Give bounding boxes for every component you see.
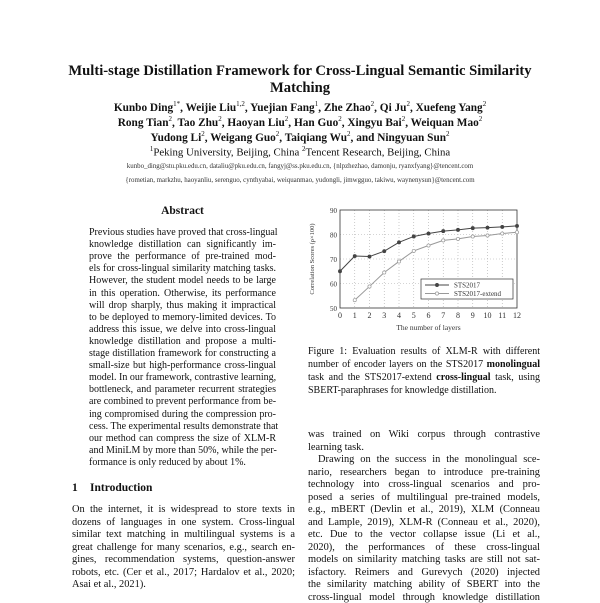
x-tick-label: 6 [426,311,431,320]
author-line: Yudong Li$^2$, Weigang Guo$^2$, Taiqiang Wu$^2$, and Ningyuan Sun$^2$ [150,130,450,144]
text-line: models on similarity matching tasks are still not sat- [308,554,540,565]
author-affiliation-sup: 2 [347,130,351,138]
affil-sup-2: 2 [302,145,306,153]
text-line: knowledge distillation and propose a multi- [89,335,276,347]
text-line: On the internet, it is widespread to store texts in [72,504,295,515]
y-tick-label: 50 [330,305,337,313]
text-line: in this operation. Otherwise, its performance [89,287,276,299]
data-point [486,226,489,229]
text-line: similar text matching in multilingual systems is a [72,529,295,540]
text-line: technology into cross-lingual scenarios and pro- [308,479,540,490]
text-line: robots, etc. (Cer et al., 2017; Hardalov et al., 2020; [72,566,295,578]
author-line: Rong Tian$^2$, Tao Zhu$^2$, Haoyan Liu$^2$, Han Guo$^2$, Xingyu Bai$^2$, Weiquan Mao$^2$ [117,115,483,129]
figure-caption-line: Figure 1: Evaluation results of XLM-R with different [308,346,540,357]
emails-line-1: kunbo_ding@stu.pku.edu.cn, dataliu@pku.edu.cn, fangyj@ss.pku.edu.cn, {nlpzhezhao, damonju, ryanxfyang}@tencent.com [126,163,474,170]
legend-marker [435,292,438,295]
emails-line-2: {rometian, markzhu, haoyanliu, serenguo, cynthyabai, weiquanmao, yudongli, jimwgguo, takiwu, waynenysun}@tencent.com [125,177,475,184]
caption-text: number of encoder layers on the STS2017 [308,359,487,370]
introduction-heading: Introduction [90,482,153,494]
caption-bold: monolingual [486,359,540,370]
data-point [427,232,430,235]
text-line: Asai et al., 2021). [72,579,146,590]
data-point [442,229,445,232]
data-point [383,271,386,274]
text-line: our method can compress the size of XLM-R [89,432,276,444]
author-name: Weigang Guo [210,131,276,144]
text-line: posed a series of multilingual pre-trained models, [308,491,540,503]
data-point [368,255,371,258]
text-line: to be deployed to memory-limited devices. To [89,311,276,323]
text-line: dozens of languages in one system. Cross-lingual [72,516,295,528]
data-point [486,234,489,237]
data-point [471,227,474,230]
text-line: model. In our framework, contrastive learning, [89,372,277,384]
data-point [456,237,459,240]
text-line: ing compromised during the compression pro- [89,408,276,420]
data-point [383,250,386,253]
author-name: Xuefeng Yang [415,101,483,114]
text-line: e.g., mBERT (Devlin et al., 2019), XLM (Conneau [308,504,540,515]
y-tick-label: 60 [330,280,337,289]
data-point [471,235,474,238]
author-name: Yudong Li [150,131,202,144]
data-point [412,249,415,252]
author-name: Taiqiang Wu [284,131,348,144]
x-tick-label: 9 [470,311,475,320]
text-line: and MiniLM by more than 50%, while the per- [89,444,277,456]
data-point [368,285,371,288]
x-tick-label: 5 [411,311,416,320]
data-point [515,231,518,234]
legend-marker [435,283,438,286]
text-line: stage distillation framework for constructing a [89,348,276,359]
author-affiliation-sup: 2 [446,130,450,138]
x-tick-label: 1 [352,311,357,320]
text-line: are combined to prevent performance from be- [89,396,277,408]
author-name: Weiquan Mao [410,116,479,129]
author-name: Kunbo Ding [113,101,174,114]
text-line: learning task. [308,441,364,453]
text-line: cross-lingual model through knowledge distillation [308,591,540,603]
figure-caption-line: SBERT-paraphrases for knowledge distillation. [308,385,497,396]
text-line: address this issue, we delve into cross-lingual [89,323,276,335]
author-affiliation-sup: 2 [168,115,172,123]
author-affiliation-sup: 2 [370,100,375,108]
author-name: Yuejian Fang [250,101,315,114]
author-line: Kunbo Ding$^{1*}$, Weijie Liu$^{1,2}$, Yuejian Fang$^1$, Zhe Zhao$^2$, Qi Ju$^2$, Xuefeng Yang$^2$ [113,100,487,114]
text-line: However, the student model needs to be large [89,275,276,287]
author-name: Tao Zhu [177,116,219,129]
author-name: and Ningyuan Sun [356,131,447,144]
figure-caption-line [308,372,540,383]
text-line: Drawing on the success in the monolingual sce- [318,454,540,465]
figure-1-chart [300,200,545,340]
text-line: prove the performance of pre-trained mod- [89,251,276,263]
caption-bold: cross-lingual [436,372,491,383]
author-affiliation-sup: 2 [478,115,483,123]
data-point [501,225,504,228]
author-affiliation-sup: 2 [275,130,280,138]
caption-text: task, using [490,372,541,383]
text-line: great challenge for many scenarios, e.g., search en- [72,541,295,553]
introduction-number: 1 [72,482,78,494]
data-point [456,228,459,231]
text-line: will drop sharply, thus making it impractical [89,299,276,311]
x-axis-label: The number of layers [396,323,461,332]
x-tick-label: 7 [441,311,446,320]
author-name: Xingyu Bai [347,116,402,129]
affiliations [0,145,600,159]
x-tick-label: 8 [456,311,460,320]
text-line: knowledge distillation can significantly im- [89,239,276,251]
text-line: the similarity matching ability of SBERT into the [308,579,540,590]
y-axis-label: Correlation Scores (ρ×100) [309,223,316,295]
data-point [501,232,504,235]
data-point [353,254,356,257]
text-line: isfactory. Reimers and Gurevych (2020) injected [308,566,540,578]
text-line: was trained on Wiki corpus through contrastive [308,429,540,440]
data-point [353,299,356,302]
paper-title-line-1: Multi-stage Distillation Framework for Cross-Lingual Semantic Similarity [68,63,532,79]
paper-title-line-2: Matching [270,80,330,96]
data-point [397,241,400,244]
text-line: cess. The experimental results demonstrate that [89,420,279,432]
x-tick-label: 12 [513,311,521,320]
data-point [515,224,518,227]
text-line: small-size but high-performance cross-lingual [89,360,276,372]
data-point [412,235,415,238]
author-name: Rong Tian [117,116,169,129]
data-point [442,239,445,242]
author-affiliation-sup: 1,2 [236,100,245,108]
author-name: Haoyan Liu [227,116,285,129]
affiliation-1: Peking University, Beijing, China [153,146,302,159]
legend-label: STS2017-extend [454,290,502,298]
text-line: formance is only reduced by about 1%. [89,456,246,468]
author-name: Qi Ju [379,101,407,114]
author-affiliation-sup: 2 [218,115,222,123]
affiliation-2: Tencent Research, Beijing, China [305,146,451,159]
text-line: 2020), the performances of these cross-lingual [308,541,540,553]
author-name: Weijie Liu [185,101,237,114]
author-affiliation-sup: 2 [338,115,342,123]
author-affiliation-sup: 1 [314,100,319,108]
data-point [427,244,430,247]
author-name: Han Guo [293,116,339,129]
x-tick-label: 4 [397,311,401,320]
text-line: Previous studies have proved that cross-lingual [89,227,278,238]
text-line: etc. Due to the vector collapse issue (Li et al., [308,529,540,540]
author-affiliation-sup: 2 [201,130,205,138]
author-affiliation-sup: 1* [173,100,181,108]
x-tick-label: 3 [382,311,387,320]
figure-caption-line [308,359,540,370]
data-point [397,260,400,263]
y-tick-label: 70 [330,256,337,264]
abstract-heading: Abstract [161,205,204,217]
text-line: nario, researchers began to introduce pre-training [308,466,540,478]
author-affiliation-sup: 2 [284,115,289,123]
text-line: els for cross-lingual similarity matching tasks. [89,263,276,275]
x-tick-label: 2 [367,311,372,320]
caption-text: task and the STS2017-extend [308,372,437,383]
y-tick-label: 90 [330,207,337,215]
x-tick-label: 11 [498,311,507,320]
x-tick-label: 10 [483,311,492,320]
data-point [338,270,341,273]
text-line: bottleneck, and parameter recurrent strategies [89,384,276,396]
author-affiliation-sup: 2 [406,100,410,108]
x-tick-label: 0 [338,311,342,320]
affil-sup-1: 1 [149,145,154,153]
text-line: gines, recommendation systems, question-answer [72,554,295,565]
legend-label: STS2017 [454,281,481,290]
author-name: Zhe Zhao [323,101,371,114]
author-affiliation-sup: 2 [401,115,406,123]
author-affiliation-sup: 2 [482,100,487,108]
text-line: and Lample, 2019), XLM-R (Conneau et al., 2020), [308,516,540,528]
y-tick-label: 80 [330,231,337,240]
